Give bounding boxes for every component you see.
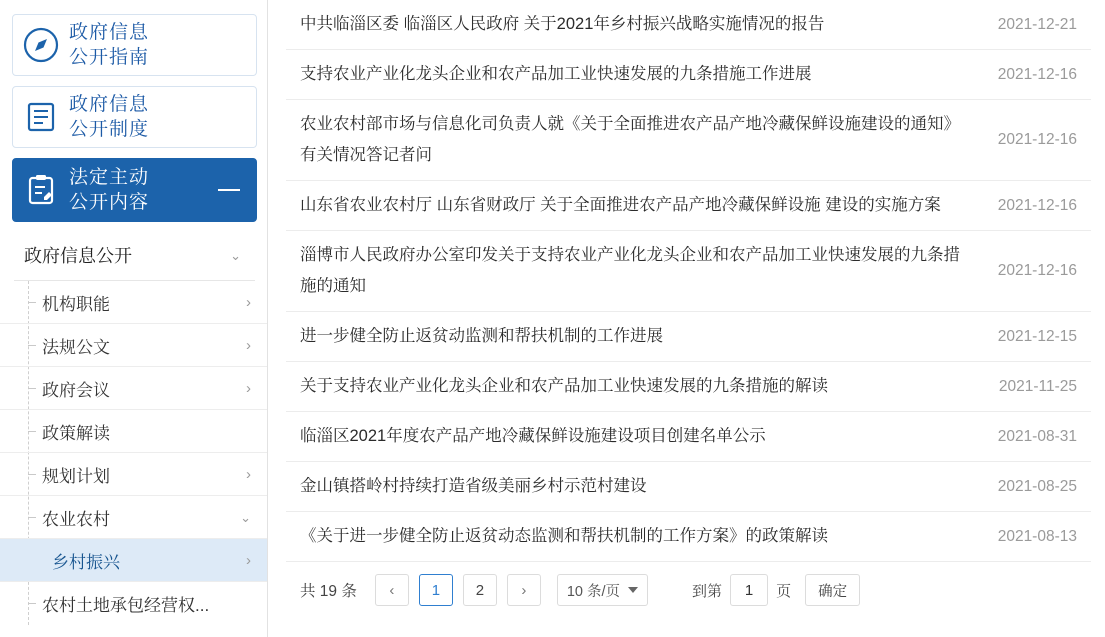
article-title[interactable]: 金山镇搭岭村持续打造省级美丽乡村示范村建设 bbox=[300, 477, 647, 495]
article-date: 2021-08-25 bbox=[997, 477, 1077, 495]
chevron-right-icon[interactable]: › bbox=[246, 293, 251, 311]
article-title[interactable]: 淄博市人民政府办公室印发关于支持农业产业化龙头企业和农产品加工业快速发展的九条措施的通知 bbox=[300, 246, 960, 295]
article-title[interactable]: 山东省农业农村厅 山东省财政厅 关于全面推进农产品产地冷藏保鲜设施 建设的实施方案 bbox=[300, 196, 941, 214]
sidebar-item-label: 农村土地承包经营权... bbox=[42, 596, 210, 615]
chevron-right-icon[interactable]: › bbox=[246, 465, 251, 483]
article-date: 2021-12-16 bbox=[997, 262, 1077, 279]
sidebar-item-guihua[interactable] bbox=[0, 453, 267, 496]
list-item[interactable] bbox=[286, 462, 1091, 512]
article-title[interactable]: 中共临淄区委 临淄区人民政府 关于2021年乡村振兴战略实施情况的报告 bbox=[300, 15, 825, 33]
sidebar-card-legal-text bbox=[69, 165, 149, 215]
tree-dash bbox=[28, 302, 36, 303]
sidebar-card-system-text bbox=[69, 92, 149, 142]
list-item[interactable] bbox=[286, 512, 1091, 562]
sidebar-item-huiyi[interactable] bbox=[0, 367, 267, 410]
tree-dash bbox=[28, 517, 36, 518]
sidebar-item-jigouzhineng[interactable] bbox=[0, 281, 267, 324]
sidebar-tree bbox=[0, 281, 267, 625]
sidebar-tree-header[interactable] bbox=[14, 236, 255, 281]
article-title[interactable]: 《关于进一步健全防止返贫动态监测和帮扶机制的工作方案》的政策解读 bbox=[300, 527, 828, 545]
tree-dash bbox=[28, 431, 36, 432]
article-list bbox=[286, 0, 1091, 562]
prev-page-button[interactable]: ‹ bbox=[375, 574, 409, 606]
chevron-right-icon[interactable]: › bbox=[246, 336, 251, 354]
jump-unit-label: 页 bbox=[776, 582, 792, 600]
collapse-icon[interactable] bbox=[218, 189, 240, 191]
sidebar-item-label: 机构职能 bbox=[42, 294, 110, 314]
tree-dash bbox=[28, 603, 36, 604]
document-list-icon bbox=[13, 97, 69, 137]
card-line2: 公开内容 bbox=[69, 192, 150, 213]
sidebar-tree-header-label: 政府信息公开 bbox=[24, 246, 132, 266]
article-title[interactable]: 临淄区2021年度农产品产地冷藏保鲜设施建设项目创建名单公示 bbox=[300, 427, 766, 445]
clipboard-edit-icon bbox=[13, 170, 69, 210]
article-date: 2021-12-16 bbox=[997, 65, 1077, 83]
chevron-right-icon[interactable]: › bbox=[246, 379, 251, 397]
sidebar-item-label: 农业农村 bbox=[42, 509, 110, 529]
article-title[interactable]: 关于支持农业产业化龙头企业和农产品加工业快速发展的九条措施的解读 bbox=[300, 377, 828, 395]
list-item[interactable] bbox=[286, 412, 1091, 462]
card-line2: 公开指南 bbox=[69, 47, 150, 68]
sidebar-item-label: 乡村振兴 bbox=[52, 552, 120, 572]
compass-icon bbox=[13, 25, 69, 65]
main-content bbox=[268, 0, 1105, 637]
jump-label: 到第 bbox=[692, 582, 723, 600]
card-line1: 政府信息 bbox=[69, 22, 150, 43]
article-date: 2021-12-16 bbox=[997, 196, 1077, 214]
article-date: 2021-08-13 bbox=[997, 527, 1077, 545]
tree-dash bbox=[28, 388, 36, 389]
list-item[interactable] bbox=[286, 50, 1091, 100]
list-item[interactable] bbox=[286, 0, 1091, 50]
article-date: 2021-12-21 bbox=[997, 15, 1077, 33]
confirm-button[interactable]: 确定 bbox=[805, 574, 860, 606]
sidebar-item-label: 政策解读 bbox=[42, 423, 110, 443]
list-item[interactable] bbox=[286, 362, 1091, 412]
card-line1: 法定主动 bbox=[69, 167, 150, 188]
list-item[interactable] bbox=[286, 100, 1091, 181]
sidebar-card-guide[interactable] bbox=[12, 14, 257, 76]
page-button-2[interactable]: 2 bbox=[463, 574, 497, 606]
article-date: 2021-08-31 bbox=[997, 427, 1077, 445]
sidebar-item-fagui[interactable] bbox=[0, 324, 267, 367]
tree-dash bbox=[28, 345, 36, 346]
chevron-down-icon[interactable]: ⌄ bbox=[240, 509, 251, 525]
sidebar-item-nongye[interactable] bbox=[0, 496, 267, 539]
list-item[interactable] bbox=[286, 231, 1091, 312]
tree-dash bbox=[28, 474, 36, 475]
sidebar-item-label: 法规公文 bbox=[42, 337, 110, 357]
article-date: 2021-11-25 bbox=[998, 377, 1077, 395]
sidebar-item-label: 规划计划 bbox=[42, 466, 110, 486]
article-date: 2021-12-15 bbox=[997, 327, 1077, 345]
card-line1: 政府信息 bbox=[69, 94, 150, 115]
page-size-value: 10 条/页 bbox=[566, 583, 621, 600]
chevron-right-icon[interactable]: › bbox=[246, 551, 251, 569]
card-line2: 公开制度 bbox=[69, 119, 150, 140]
sidebar-item-zhengcejiedu[interactable] bbox=[0, 410, 267, 453]
sidebar-item-tudichengbao[interactable] bbox=[0, 582, 267, 625]
sidebar-card-system[interactable] bbox=[12, 86, 257, 148]
chevron-down-icon bbox=[628, 587, 638, 593]
next-page-button[interactable]: › bbox=[507, 574, 541, 606]
total-count-label: 共 19 条 bbox=[300, 583, 357, 600]
jump-input[interactable]: 1 bbox=[730, 574, 768, 606]
article-title[interactable]: 进一步健全防止返贫动监测和帮扶机制的工作进展 bbox=[300, 327, 663, 345]
jump-to-page bbox=[692, 574, 860, 606]
sidebar bbox=[0, 0, 268, 637]
page-size-select[interactable] bbox=[557, 574, 648, 606]
page-button-1[interactable]: 1 bbox=[419, 574, 453, 606]
list-item[interactable] bbox=[286, 181, 1091, 231]
sidebar-item-xiangcunzhenxing[interactable] bbox=[0, 539, 267, 582]
pagination bbox=[286, 562, 1091, 616]
sidebar-card-guide-text bbox=[69, 20, 149, 70]
sidebar-item-label: 政府会议 bbox=[42, 380, 110, 400]
article-title[interactable]: 支持农业产业化龙头企业和农产品加工业快速发展的九条措施工作进展 bbox=[300, 65, 812, 83]
sidebar-card-legal-content[interactable] bbox=[12, 158, 257, 222]
article-date: 2021-12-16 bbox=[997, 131, 1077, 148]
chevron-down-icon[interactable]: ⌄ bbox=[230, 247, 241, 263]
article-title[interactable]: 农业农村部市场与信息化司负责人就《关于全面推进农产品产地冷藏保鲜设施建设的通知》有关情况答记者问 bbox=[300, 115, 960, 164]
list-item[interactable] bbox=[286, 312, 1091, 362]
